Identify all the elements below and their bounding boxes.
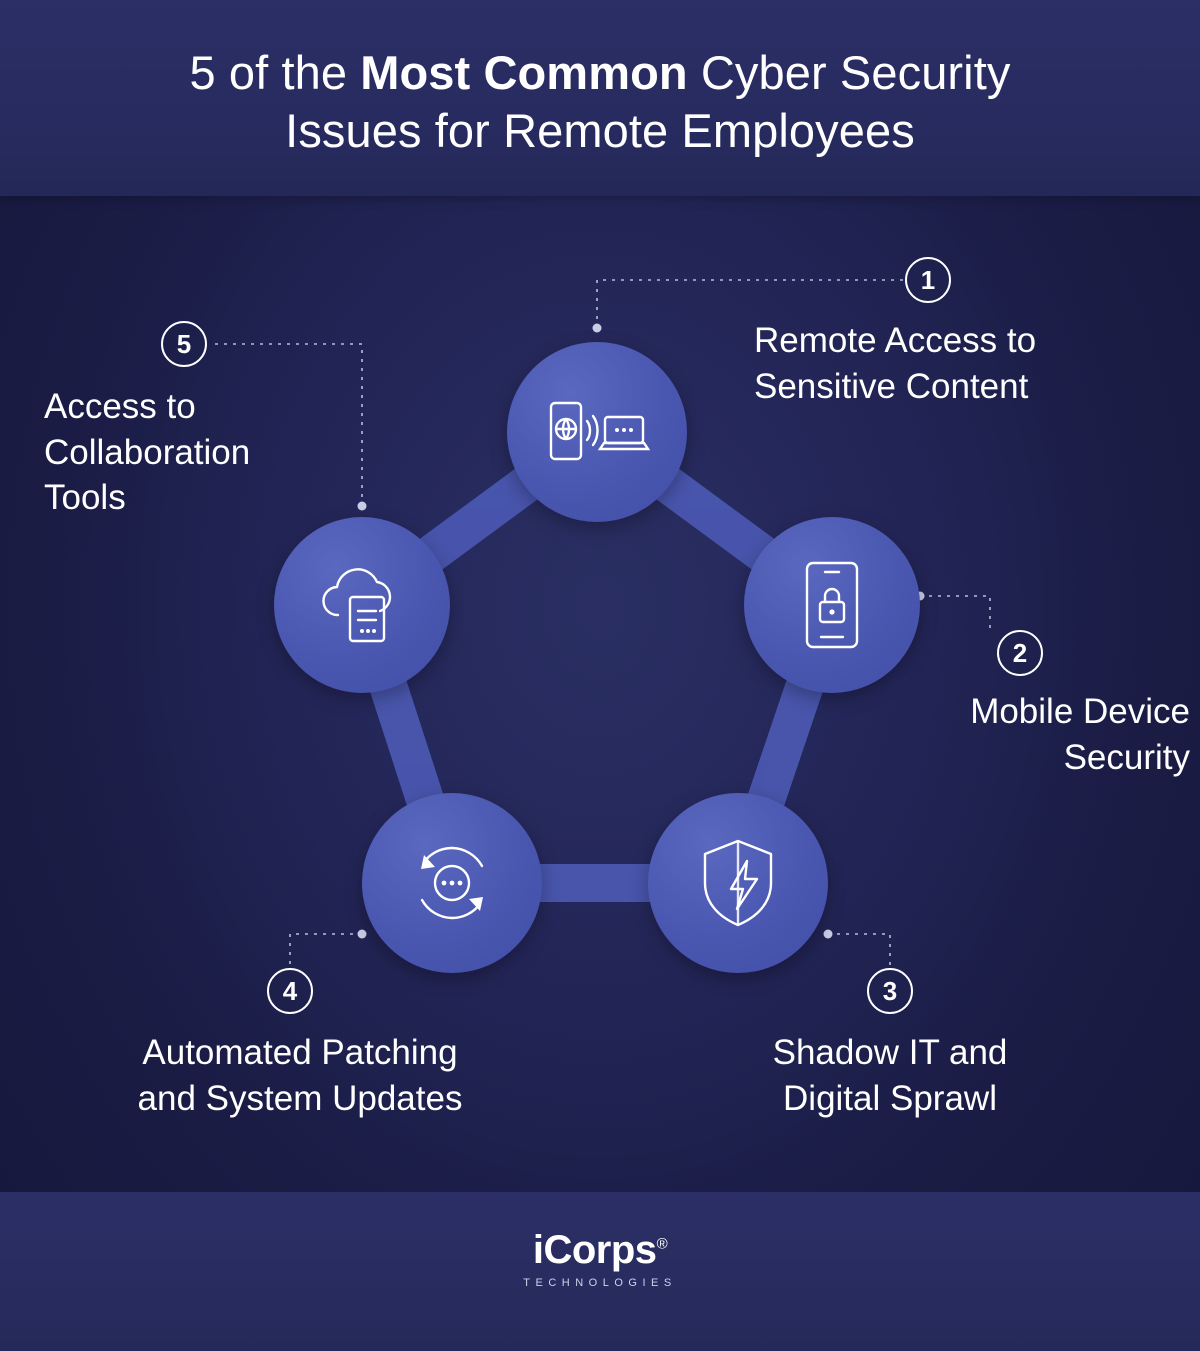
node-label-3-line2: Digital Sprawl (783, 1078, 997, 1118)
badge-label-1: 1 (920, 265, 936, 295)
node-label-1-line2: Sensitive Content (754, 366, 1029, 406)
refresh-cycle-icon (402, 835, 502, 931)
node-label-1-line1: Remote Access to (754, 321, 1037, 360)
badge-number-3 (867, 968, 913, 1014)
node-circle-2[interactable] (744, 517, 920, 693)
phone-lock-icon (799, 557, 865, 653)
node-label-4 (60, 1030, 540, 1121)
node-label-5-line3: Tools (44, 478, 126, 517)
mobile-laptop-sync-icon (543, 393, 651, 471)
company-logo (0, 1230, 1200, 1289)
node-label-1 (754, 318, 1154, 409)
page-title (60, 44, 1140, 161)
logo-tagline: TECHNOLOGIES (523, 1277, 677, 1289)
title-line-2: Issues for Remote Employees (285, 104, 915, 158)
node-label-4-line1: Automated Patching (142, 1033, 458, 1072)
title-segment-bold: Most Common (360, 46, 688, 99)
logo-i-glyph: i (532, 1228, 544, 1272)
node-label-3 (690, 1030, 1090, 1121)
badge-number-1 (905, 257, 951, 303)
node-label-3-line1: Shadow IT and (772, 1033, 1008, 1072)
badge-label-2: 2 (1012, 638, 1028, 668)
node-circle-1[interactable] (507, 342, 687, 522)
badge-number-4 (267, 968, 313, 1014)
shield-bolt-icon (695, 835, 781, 931)
badge-label-4: 4 (282, 976, 298, 1006)
node-circle-4[interactable] (362, 793, 542, 973)
node-circle-5[interactable] (274, 517, 450, 693)
header-band (0, 0, 1200, 196)
footer-band (0, 1192, 1200, 1351)
badge-number-2 (997, 630, 1043, 676)
node-label-5-line1: Access to (44, 387, 196, 426)
badge-label-5: 5 (176, 329, 192, 359)
logo-wordmark (0, 1230, 1200, 1270)
node-label-2-line1: Mobile Device (970, 692, 1190, 731)
badge-number-5 (161, 321, 207, 367)
logo-name: Corps (543, 1228, 657, 1272)
node-label-5 (44, 384, 374, 521)
cloud-document-icon (312, 559, 412, 651)
diagram-stage (0, 196, 1200, 1192)
node-label-4-line2: and System Updates (137, 1078, 463, 1118)
node-label-2 (820, 689, 1190, 780)
node-label-5-line2: Collaboration (44, 432, 251, 472)
node-label-2-line2: Security (1063, 737, 1190, 777)
badge-label-3: 3 (882, 976, 898, 1006)
title-segment-2: Cyber Security (687, 46, 1011, 99)
title-segment-1: 5 of the (189, 46, 361, 99)
logo-registered-mark: ® (656, 1235, 668, 1253)
node-circle-3[interactable] (648, 793, 828, 973)
